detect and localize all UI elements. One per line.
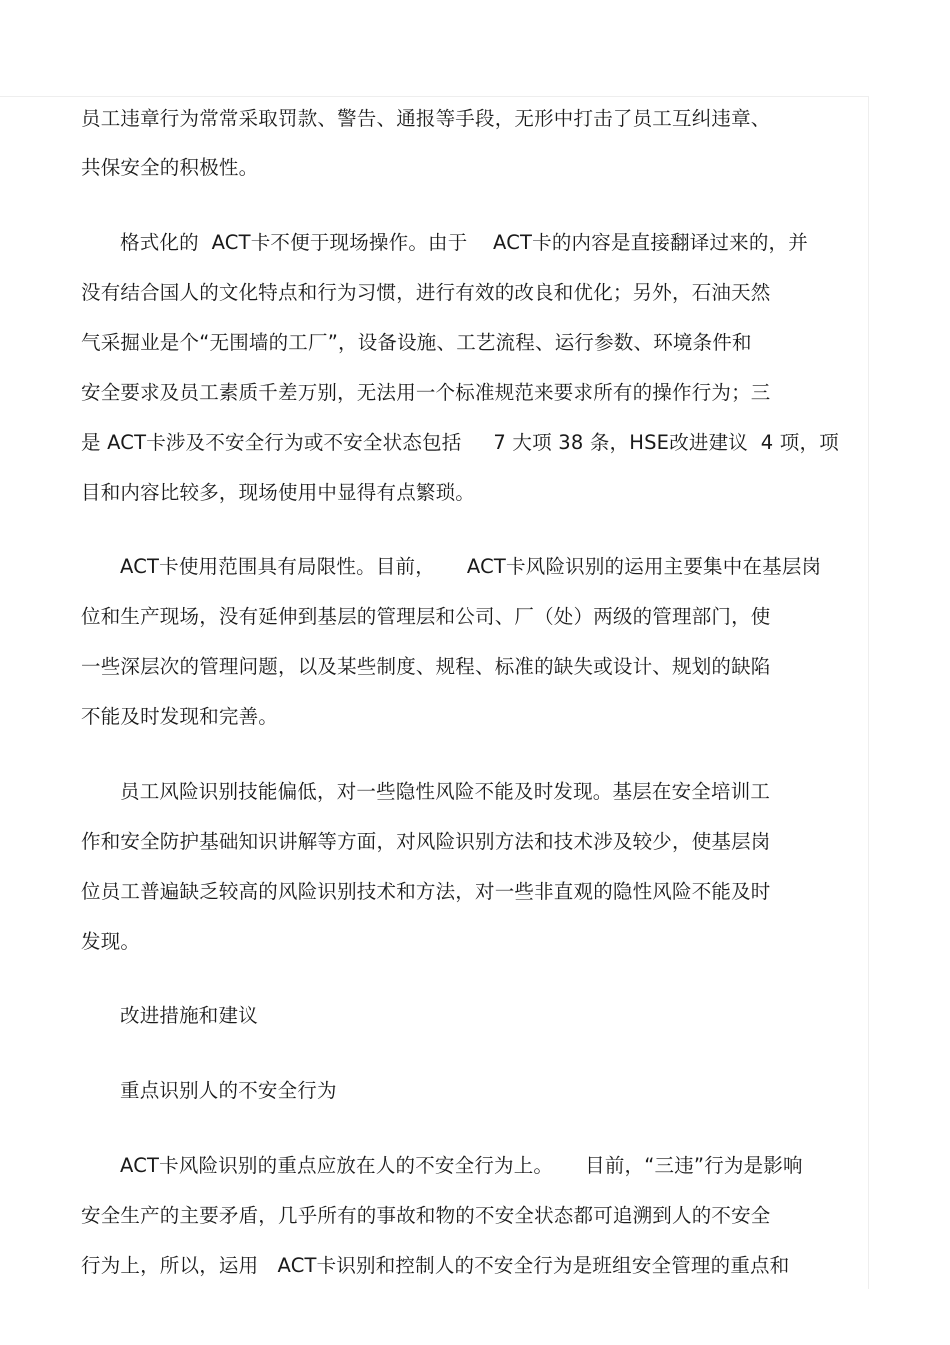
paragraph-line: 行为上，所以，运用 ACT卡识别和控制人的不安全行为是班组安全管理的重点和 xyxy=(81,1254,790,1277)
paragraph-line: 气采掘业是个“无围墙的工厂”，设备设施、工艺流程、运行参数、环境条件和 xyxy=(81,331,752,354)
paragraph-line: 格式化的 ACT卡不便于现场操作。由于 ACT卡的内容是直接翻译过来的，并 xyxy=(120,231,808,254)
paragraph-line: 员工违章行为常常采取罚款、警告、通报等手段，无形中打击了员工互纠违章、 xyxy=(81,107,771,130)
paragraph-line: 位员工普遍缺乏较高的风险识别技术和方法，对一些非直观的隐性风险不能及时 xyxy=(81,880,771,903)
paragraph-line: 发现。 xyxy=(81,930,141,953)
paragraph-line: 不能及时发现和完善。 xyxy=(81,705,279,728)
page-frame xyxy=(0,96,869,1289)
paragraph-line: 目和内容比较多，现场使用中显得有点繁琐。 xyxy=(81,481,476,504)
paragraph-line: 位和生产现场，没有延伸到基层的管理层和公司、厂（处）两级的管理部门，使 xyxy=(81,605,771,628)
paragraph-line: 员工风险识别技能偏低，对一些隐性风险不能及时发现。基层在安全培训工 xyxy=(120,780,771,803)
paragraph-line: ACT卡使用范围具有局限性。目前， ACT卡风险识别的运用主要集中在基层岗 xyxy=(120,555,822,578)
paragraph-line: 安全生产的主要矛盾，几乎所有的事故和物的不安全状态都可追溯到人的不安全 xyxy=(81,1204,771,1227)
paragraph-line: 没有结合国人的文化特点和行为习惯，进行有效的改良和优化；另外，石油天然 xyxy=(81,281,771,304)
paragraph-line: 作和安全防护基础知识讲解等方面，对风险识别方法和技术涉及较少，使基层岗 xyxy=(81,830,771,853)
subsection-heading: 重点识别人的不安全行为 xyxy=(120,1079,337,1102)
paragraph-line: 一些深层次的管理问题，以及某些制度、规程、标准的缺失或设计、规划的缺陷 xyxy=(81,655,771,678)
paragraph-line: 共保安全的积极性。 xyxy=(81,156,259,179)
section-heading: 改进措施和建议 xyxy=(120,1004,258,1027)
paragraph-line: 是 ACT卡涉及不安全行为或不安全状态包括 7 大项 38 条，HSE改进建议 4 项，项 xyxy=(81,431,839,454)
paragraph-line: ACT卡风险识别的重点应放在人的不安全行为上。 目前，“三违”行为是影响 xyxy=(120,1154,803,1177)
paragraph-line: 安全要求及员工素质千差万别，无法用一个标准规范来要求所有的操作行为；三 xyxy=(81,381,771,404)
